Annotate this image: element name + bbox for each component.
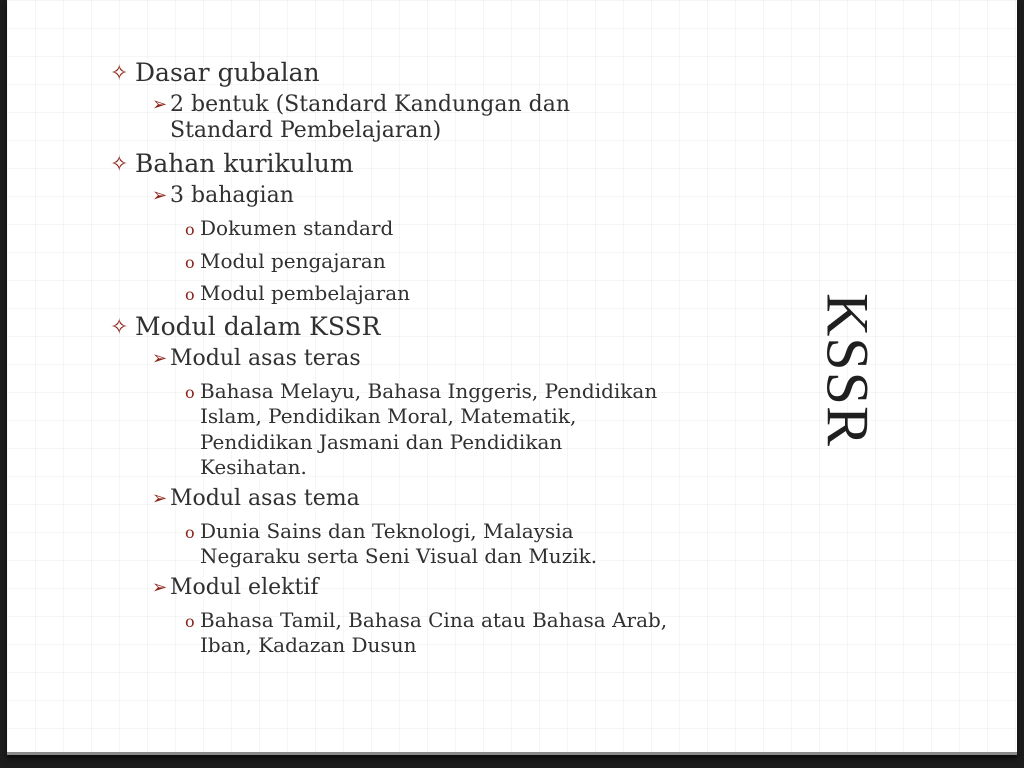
sub-item: [110, 486, 670, 512]
section-heading: [110, 312, 670, 341]
sub-item-label: Modul asas tema: [170, 485, 360, 511]
detail-item: [110, 281, 670, 307]
arrowhead-icon: ➢: [152, 94, 168, 115]
section-heading: [110, 58, 670, 87]
circle-bullet-icon: o: [185, 285, 195, 304]
circle-bullet-icon: o: [185, 252, 195, 272]
circle-bullet-icon: o: [185, 382, 195, 402]
detail-item-text: Modul pembelajaran: [200, 281, 411, 305]
arrowhead-icon: ➢: [152, 185, 168, 206]
four-point-star-icon: ✧: [110, 314, 129, 340]
circle-bullet-icon: o: [185, 611, 195, 631]
slide-title: [807, 290, 887, 450]
sub-item: [110, 346, 670, 372]
circle-bullet-icon: o: [185, 522, 195, 542]
detail-item-text: Dunia Sains dan Teknologi, Malaysia Negaraku serta Seni Visual dan Muzik.: [200, 518, 598, 568]
sub-item-label: Modul elektif: [170, 574, 319, 600]
detail-item-text: Bahasa Melayu, Bahasa Inggeris, Pendidikan Islam, Pendidikan Moral, Matematik, Pendidikan Jasmani dan Pendidikan Kesihatan.: [200, 378, 658, 479]
detail-item: [110, 519, 670, 570]
detail-item-text: Modul pengajaran: [200, 248, 386, 273]
detail-item-text: Dokumen standard: [200, 216, 394, 240]
detail-item-text: Bahasa Tamil, Bahasa Cina atau Bahasa Arab, Iban, Kadazan Dusun: [200, 607, 668, 657]
detail-item: [110, 216, 670, 242]
arrowhead-icon: ➢: [152, 576, 168, 598]
slide-title-text: KSSR: [814, 292, 881, 448]
detail-item: [110, 379, 670, 481]
four-point-star-icon: ✧: [110, 61, 129, 86]
section-label: Bahan kurikulum: [135, 149, 354, 178]
section-label: Dasar gubalan: [135, 58, 320, 87]
sub-item: [110, 575, 670, 601]
slide: [7, 0, 1017, 755]
circle-bullet-icon: o: [185, 220, 195, 239]
sub-item: [110, 183, 670, 209]
sub-item-label: 3 bahagian: [170, 183, 294, 208]
arrowhead-icon: ➢: [152, 487, 168, 509]
four-point-star-icon: ✧: [110, 152, 129, 177]
sub-item-label: 2 bentuk (Standard Kandungan dan Standard Pembelajaran): [170, 92, 571, 143]
section-label: Modul dalam KSSR: [135, 311, 381, 341]
section-heading: [110, 149, 670, 178]
detail-item: [110, 608, 670, 659]
bullet-list: [110, 58, 670, 659]
sub-item-label: Modul asas teras: [170, 345, 361, 371]
detail-item: [110, 249, 670, 275]
sub-item: [110, 92, 670, 144]
arrowhead-icon: ➢: [152, 347, 168, 369]
